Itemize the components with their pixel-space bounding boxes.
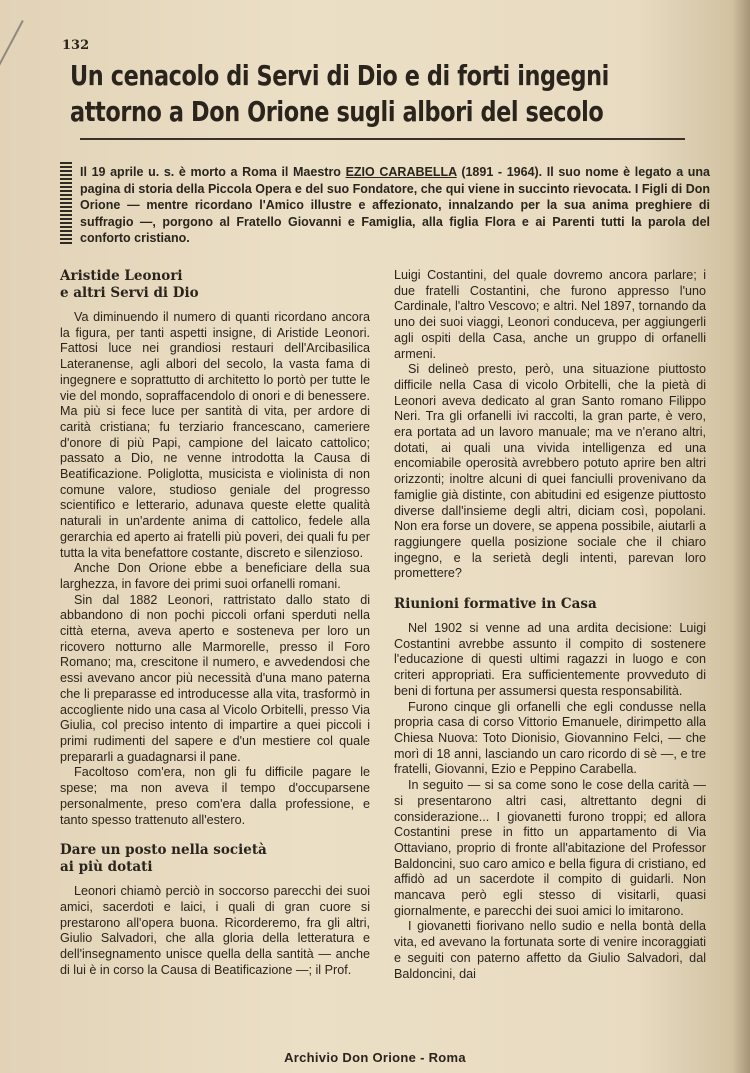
title-line-1: Un cenacolo di Servi di Dio e di forti ingegni: [70, 59, 609, 92]
intro-name: EZIO CARABELLA: [345, 165, 457, 179]
paragraph: Facoltoso com'era, non gli fu difficile pagare le spese; ma non aveva il tempo d'occuparsene personalmente, preso com'era dalla professione, e tanto spesso trattenuto all'estero.: [60, 765, 370, 827]
title-rule: [80, 138, 685, 140]
section-heading-line: Dare un posto nella società: [60, 842, 267, 859]
section-heading-leonori: [60, 268, 370, 302]
paragraph: I giovanetti fiorivano nello sudio e nella bontà della vita, ed avevano la fortunata sorte di venire incoraggiati e seguiti con paterno affetto da Giulio Salvadori, dal Baldoncini, dai: [394, 919, 706, 981]
paragraph: Sin dal 1882 Leonori, rattristato dallo stato di abbandono di non pochi piccoli orfani sperduti nella città eterna, aveva aperto e sosteneva per loro un ricovero notturno alle Marmorelle, presso il Foro Romano; ma, crescitone il numero, e avvedendosi che essi avevano ancor più necessità d'una mano paterna che li preparasse ed introducesse alla vita, trasformò in accogliente nido una casa al Vicolo Orbitelli, presso Via Giulia, col preciso intento di impartire a quei piccoli i primi rudimenti del sapere e d'un mestiere col quale prepararli a guadagnarsi il pane.: [60, 592, 370, 764]
page-edge-shadow: [732, 0, 750, 1073]
intro-box: [60, 164, 710, 247]
paragraph: Leonori chiamò perciò in soccorso parecchi dei suoi amici, sacerdoti e laici, i quali di gran cuore si prestarono all'opera buona. Ricorderemo, fra gli altri, Giulio Salvadori, che alla gloria della letteratura e dell'insegnamento unisce quella della santità — anche di lui è in corso la Causa di Beatificazione —; il Prof.: [60, 884, 370, 977]
right-column: [394, 268, 706, 982]
section-heading-posto: [60, 842, 370, 876]
paragraph: Furono cinque gli orfanelli che egli condusse nella propria casa di corso Vittorio Emanuele, dirimpetto alla Chiesa Nuova: Toto Dionisio, Giovannino Felci, — che morì di 18 anni, lasciando un caro ricordo di sè —, e tre fratelli, Giovanni, Ezio e Peppino Carabella.: [394, 699, 706, 777]
section-heading-riunioni: [394, 596, 706, 613]
left-column: [60, 268, 370, 978]
title-line-2: attorno a Don Orione sugli albori del secolo: [70, 95, 604, 128]
paragraph: Luigi Costantini, del quale dovremo ancora parlare; i due fratelli Costantini, che furono appresso l'uno Cardinale, l'altro Vescovo; e altri. Nel 1897, tornando da uno dei suoi viaggi, Leonori conduceva, per aggiungerli agli ospiti della Casa, anche un gruppo di orfanelli armeni.: [394, 268, 706, 361]
section-heading-line: Aristide Leonori: [60, 268, 183, 284]
archive-footer: Archivio Don Orione - Roma: [284, 1050, 466, 1065]
article-title: [70, 58, 609, 130]
paragraph: Si delineò presto, però, una situazione piuttosto difficile nella Casa di vicolo Orbitelli, che la pietà di Leonori aveva dedicato al gran Santo romano Filippo Neri. Tra gli orfanelli ivi raccolti, la gran parte, è vero, era portata ad un lavoro manuale; ma ve n'erano altri, dotati, ai quali una vivida intelligenza ed una encomiabile operosità avrebbero potuto aprire ben altri orizzonti; inoltre alcuni di quei fanciulli provenivano da famiglie già distinte, con abitudini ed esigenze piuttosto diverse dall'insieme degli altri, diciam così, popolani. Non era forse un dovere, se appena possibile, aiutarli a raggiungere quella posizione sociale che il chiaro ingegno, e la serietà degli intenti, parevan loro promettere?: [394, 362, 706, 581]
section-heading-line: e altri Servi di Dio: [60, 285, 199, 301]
page-number: 132: [62, 38, 90, 53]
section-heading-line: ai più dotati: [60, 859, 153, 876]
paragraph: Va diminuendo il numero di quanti ricordano ancora la figura, per tanti aspetti insigne, di Aristide Leonori. Fattosi luce nei grandiosi restauri dell'Arcibasilica Lateranense, agli albori del secolo, la vasta fama di ingegnere e soprattutto di architetto lo portò per tutte le vie del mondo, sopraffacendolo di onori e di benessere. Ma più si fece luce per santità di vita, per ardore di carità cristiana; fu terziario francescano, cameriere d'onore di più Papi, campione del laicato cattolico; passato a Dio, ne venne introdotta la Causa di Beatificazione. Poliglotta, musicista e violinista di non comune valore, studioso geniale del progresso scientifico e letterario, adunava queste elette qualità naturali in un'ardente anima di cattolico, fedele alla gerarchia ed aperto ai fratelli più poveri, dei quali fu per tutta la vita benefattore costante, discreto e silenzioso.: [60, 310, 370, 560]
intro-text: [60, 164, 710, 247]
intro-before: Il 19 aprile u. s. è morto a Roma il Maestro: [80, 165, 346, 179]
paragraph: Anche Don Orione ebbe a beneficiare della sua larghezza, in favore dei primi suoi orfanelli romani.: [60, 561, 370, 591]
paragraph: Nel 1902 si venne ad una ardita decisione: Luigi Costantini avrebbe assunto il compito di sostenere l'educazione di questi ultimi ragazzi in luogo e con criteri appropriati. Era sufficientemente provveduto di beni di fortuna per assumersi questa responsabilità.: [394, 621, 706, 698]
paragraph: In seguito — si sa come sono le cose della carità — si presentarono altri casi, altrettanto degni di considerazione... I giovanetti furono troppi; ed allora Costantini prese in fitto un appartamento di Via Ottaviano, proprio di fronte all'abitazione del Professor Baldoncini, suo caro amico e bella figura di cristiano, ed affidò ad un sacerdote il compito di guidarli. Non mancava però egli stesso di visitarli, quasi giornalmente, e parecchi dei suoi amici lo imitarono.: [394, 778, 706, 918]
section-heading-line: Riunioni formative in Casa: [394, 596, 597, 613]
intro-after: (1891 - 1964). Il suo nome è legato a una pagina di storia della Piccola Opera e del suo Fondatore, che qui viene in succinto rievocata. I Figli di Don Orione — mentre ricordano l'Amico illustre e affezionato, innalzando per la sua anima preghiere di suffragio —, porgono al Fratello Giovanni e Famiglia, alla figlia Flora e ai Parenti tutti la parola del conforto cristiano.: [80, 165, 710, 245]
